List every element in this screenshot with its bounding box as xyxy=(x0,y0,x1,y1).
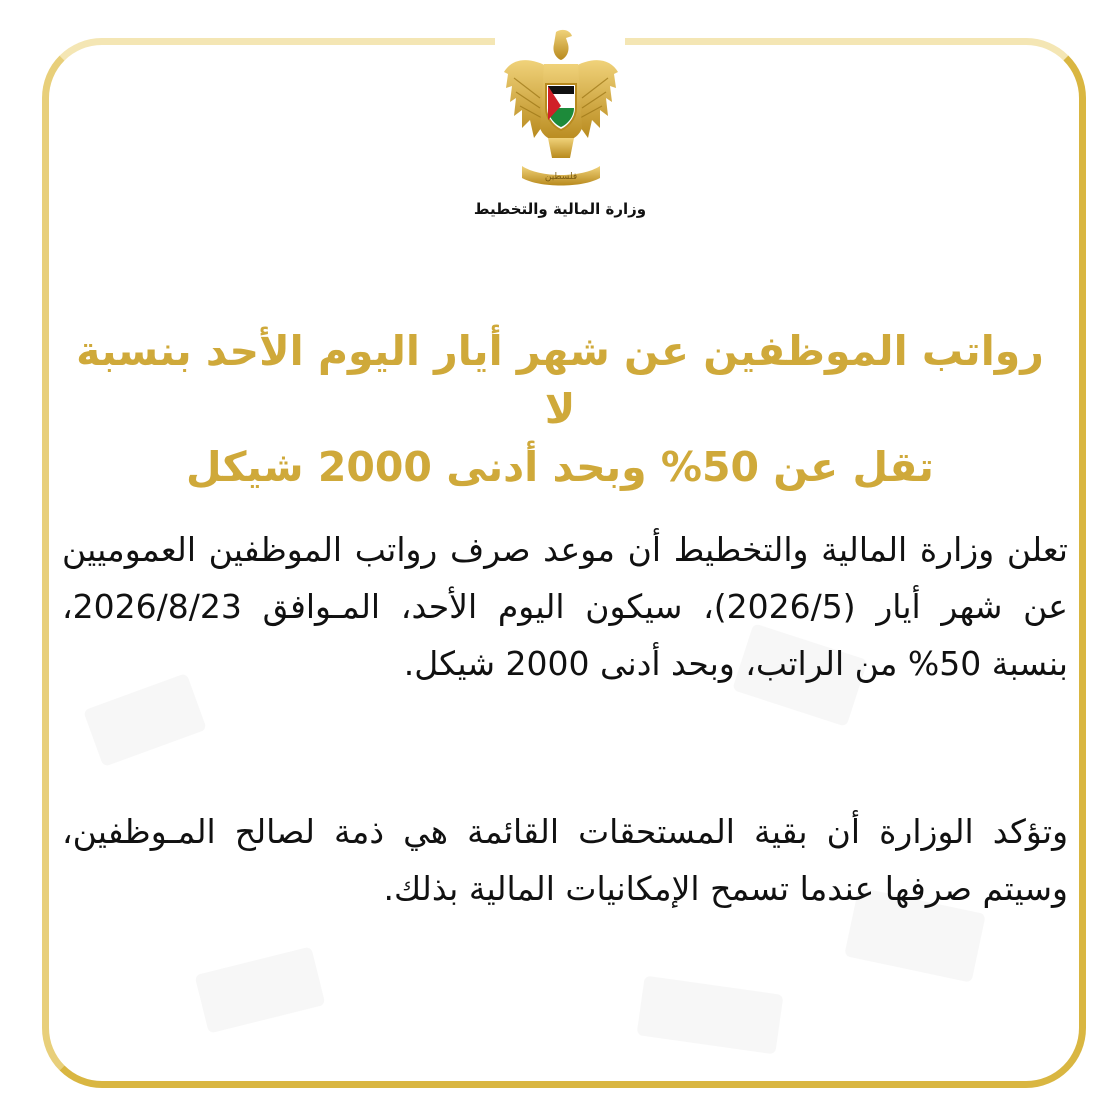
emblem-caption: فلسطين xyxy=(544,172,578,182)
body-paragraph-2: وتؤكد الوزارة أن بقية المستحقات القائمة هي ذمة لصالح المـوظفين، وسيتم صرفها عندما تسمح الإمكانيات المالية بذلك. xyxy=(62,812,1068,908)
headline xyxy=(60,322,1060,496)
headline-line-2: تقل عن 50% وبحد أدنى 2000 شيكل xyxy=(186,443,934,491)
headline-line-1: رواتب الموظفين عن شهر أيار اليوم الأحد بنسبة لا xyxy=(76,327,1044,433)
ministry-name: وزارة المالية والتخطيط xyxy=(473,200,647,218)
body-paragraph-1: تعلن وزارة المالية والتخطيط أن موعد صرف رواتب الموظفين العموميين عن شهر أيار (2026/5)، سيكون اليوم الأحد، المـوافق 2026/8/23، بنسبة 50% من الراتب، وبحد أدنى 2000 شيكل. xyxy=(62,530,1068,683)
eagle-emblem-icon xyxy=(500,28,622,190)
